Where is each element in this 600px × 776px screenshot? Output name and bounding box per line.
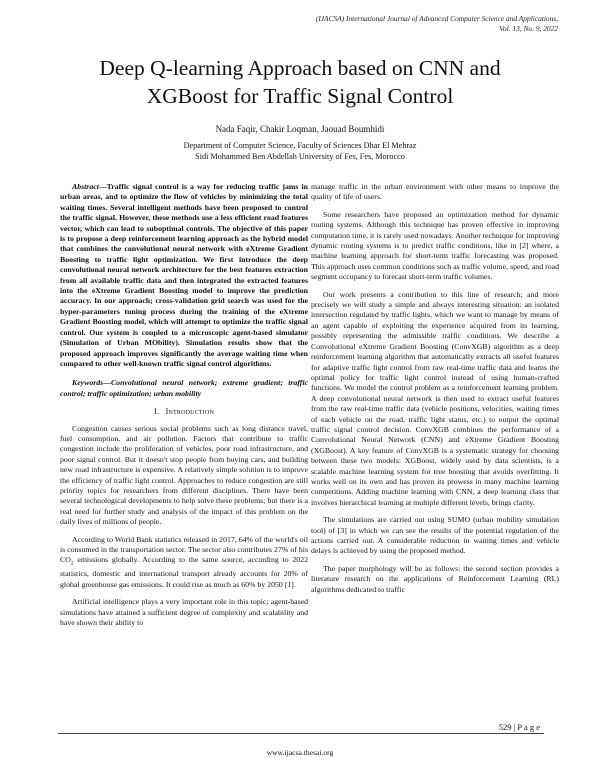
journal-header <box>178 14 558 34</box>
title-line-2: XGBoost for Traffic Signal Control <box>146 84 454 108</box>
abstract <box>60 182 308 369</box>
left-column <box>60 182 308 628</box>
journal-name: (IJACSA) International Journal of Advanced Computer Science and Applications, <box>315 14 558 23</box>
abstract-dash: — <box>98 182 107 191</box>
journal-website: www.ijacsa.thesai.org <box>266 748 334 757</box>
right-paragraph-4: The simulations are carried out using SUMO (urban mobility simulation tool) of [3] in which we can see the results of the potential regulation of the actions carried out. A considerable reduction in waiting times and vehicle delays is achieved by using the proposed method. <box>311 515 559 556</box>
section-title: Introduction <box>165 407 215 417</box>
authors: Nada Faqir, Chakir Loqman, Jaouad Boumhidi <box>215 124 385 134</box>
paper-title <box>40 54 560 110</box>
keywords: Keywords—Convolutional neural network; extreme gradient; traffic control; traffic optimization; urban mobility <box>60 378 308 398</box>
right-paragraph-2: Some researchers have proposed an optimization method for dynamic routing systems. Although this technique has proven effective in improving computation time, it is rarely used nowadays. Another technique for improving dynamic routing systems is to predict traffic conditions, like in [2] where, a machine learning approach for short-term traffic forecasting was proposed. This approach uses common conditions such as traffic volume, speed, and road segment occupancy to forecast short-term traffic volumes. <box>311 209 559 282</box>
title-line-1: Deep Q-learning Approach based on CNN and <box>99 56 501 80</box>
right-paragraph-3: Our work presents a contribution to this line of research; and more precisely we will study a simple and always interesting situation: an isolated intersection regulated by traffic lights, which we want to manage by means of an agent capable of exploiting the experience acquired from its learning, possibly representing the admissible traffic conditions. We describe a Convolutional eXtreme Gradient Boosting (ConvXGB) algorithm as a deep reinforcement learning algorithm that automatically extracts all useful features for adaptive traffic light control from raw real-time traffic data and learns the optimal policy for traffic light control instead of using human-crafted functions. We model the control problem as a reinforcement learning problem. A deep convolutional neural network is then used to extract useful features from the raw real-time traffic data (vehicle positions, velocities, waiting times of each vehicle on the road, traffic light status, etc.) to output the optimal traffic signal control decision. ConvXGB combines the performance of a Convolutional Neural Network (CNN) and eXtreme Gradient Boosting (XGBoost). A key feature of ConvXGB is a systematic strategy for choosing between these two models: XGBoost, widely used by data scientists, is a scalable machine learning system for tree boosting that avoids overfitting. It works well on its own and has proven its prowess in many machine learning competitions. Adding machine learning with CNN, a deep learning class that involves hierarchical learning at multiple different levels, brings clarity. <box>311 289 559 507</box>
journal-volume: Vol. 13, No. 9, 2022 <box>499 24 558 33</box>
intro-paragraph-2-after: emissions globally. According to the same source, according to 2022 statistics, domestic and international transport already accounts for 20% of global greenhouse gas emissions. It could rise as much as 60% by 2050 [1]. <box>60 555 308 589</box>
footer-divider <box>58 733 544 734</box>
intro-paragraph-1: Congestion causes serious social problems such as long distance travel, fuel consumption, and air pollution. Factors that contribute to traffic congestion include the proliferation of vehicles, poor road infrastructure, and poor signal control. But it doesn't stop people from buying cars, and building new road infrastructure is expensive. A relatively simple solution is to improve the efficiency of traffic light control. Approaches to reduce congestion are still priority topics for researchers from different disciplines. There have been several technological developments to help solve these problems; but there is a real need for further study and analysis of the impact of this problem on the daily lives of millions of people. <box>60 423 308 527</box>
abstract-lead: Abstract <box>72 182 99 191</box>
intro-paragraph-2 <box>60 535 308 591</box>
affiliation-department: Department of Computer Science, Faculty of Sciences Dhar El Mehraz <box>183 141 417 150</box>
right-paragraph-1: manage traffic in the urban environment with other means to improve the quality of life of users. <box>311 182 559 202</box>
abstract-text: Traffic signal control is a way for reducing traffic jams in urban areas, and to optimize the flow of vehicles by minimizing the total waiting times. Several intelligent methods have been proposed to control the traffic signal. However, these methods use a less efficient road features vector, which can lead to suboptimal controls. The objective of this paper is to propose a deep reinforcement learning approach as the hybrid model that combines the convolutional neural network with eXtreme Gradient Boosting to traffic light optimization. We first introduce the deep convolutional neural network architecture for the best features extraction from all available traffic data and then integrated the extracted features into the eXtreme Gradient Boosting model to improve the prediction accuracy. In our approach; cross-validation grid search was used for the hyper-parameters tuning process during the training of the eXtreme Gradient Boosting model, which will attempt to optimize the traffic signal control. Our system is coupled to a microscopic agent-based simulator (Simulation of Urban MObility). Simulation results show that the proposed approach improves significantly the average waiting time when compared to other well-known traffic signal control algorithms. <box>60 182 308 368</box>
section-heading-introduction <box>60 407 308 417</box>
affiliation <box>40 140 560 162</box>
page-number: 529 | P a g e <box>498 722 540 732</box>
affiliation-university: Sidi Mohammed Ben Abdellah University of Fes, Fes, Morocco <box>195 152 405 161</box>
right-paragraph-5: The paper morphology will be as follows: the second section provides a literature research on the applications of Reinforcement Learning (RL) algorithms dedicated to traffic <box>311 563 559 594</box>
right-column <box>311 182 559 595</box>
section-number: I. <box>153 407 160 417</box>
intro-paragraph-2-before: According to World Bank statistics released in 2017, 64% of the world's oil is consumed in the transportation sector. The sector also contributes 27% of his CO <box>60 534 308 565</box>
intro-paragraph-3: Artificial intelligence plays a very important role in this topic; agent-based simulations have attained a sufficient degree of complexity and scalability and have shown their ability to <box>60 597 308 627</box>
co2-subscript: 2 <box>70 560 74 567</box>
